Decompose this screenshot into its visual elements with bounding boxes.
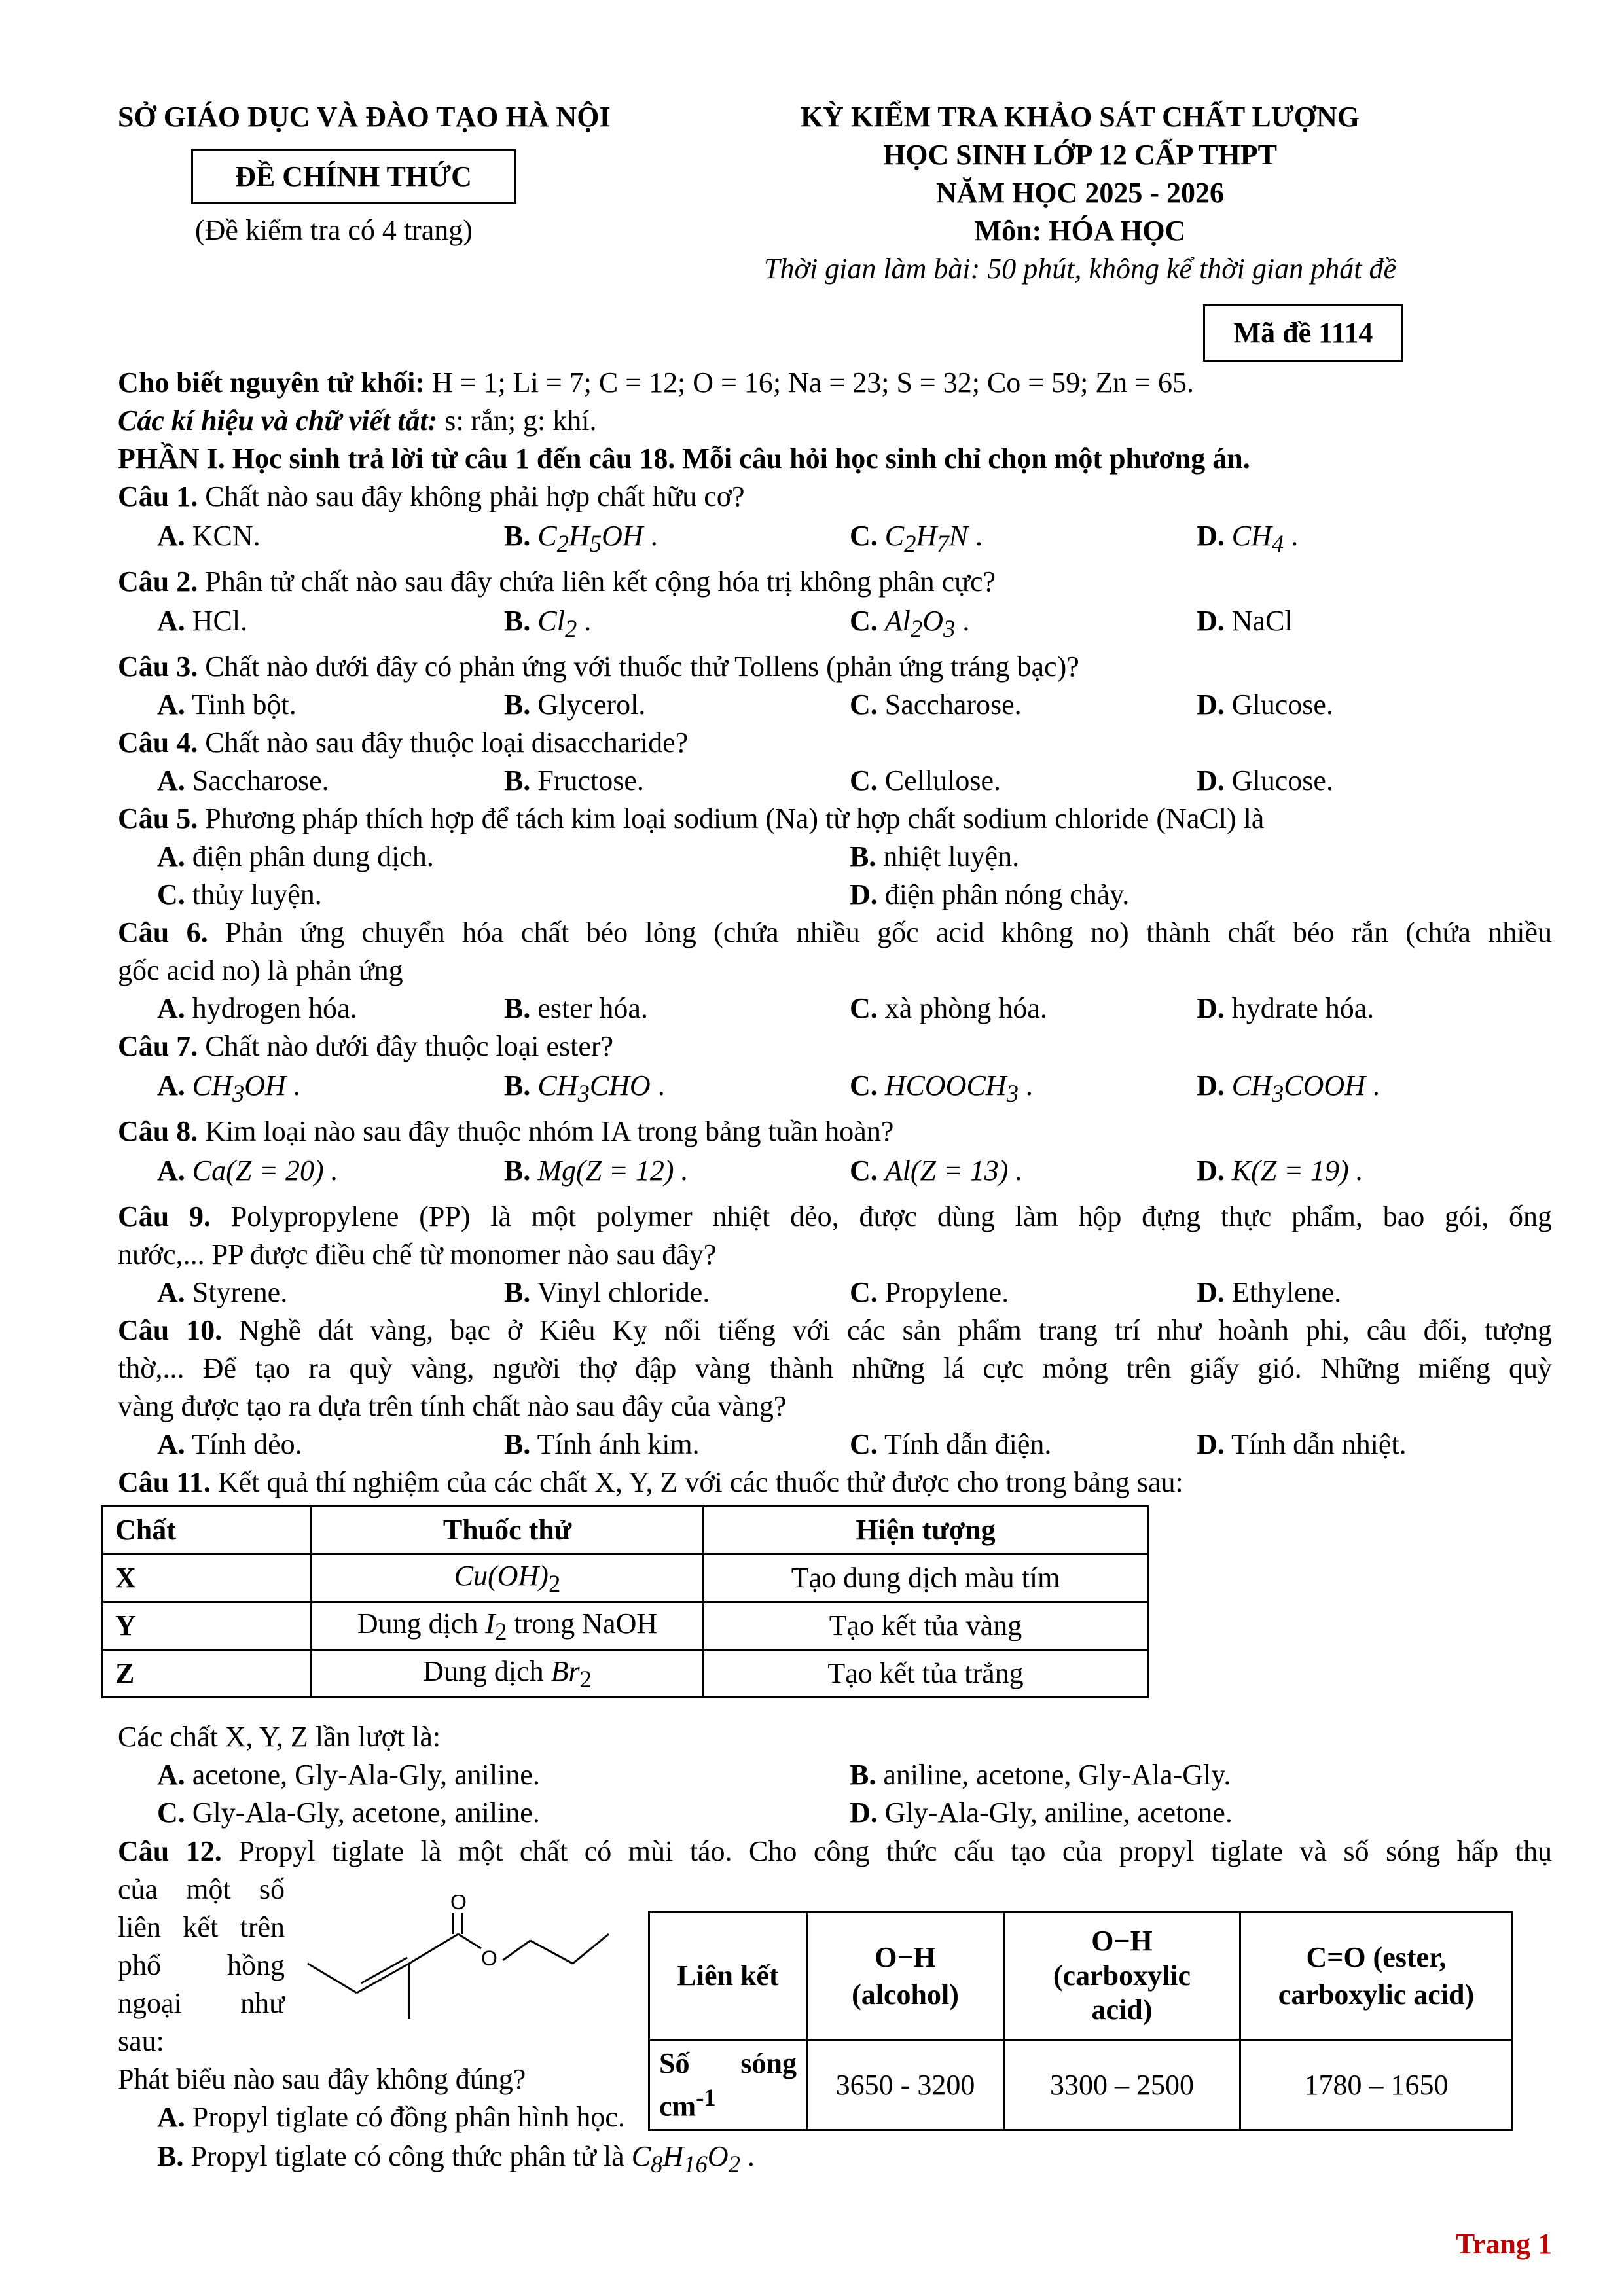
exam-title-2: HỌC SINH LỚP 12 CẤP THPT [883,139,1277,171]
q5-option-a[interactable]: A. điện phân dung dịch. [157,840,434,872]
q11-row-z-reagent: Dung dịch $Br_2$ [312,1650,704,1698]
q5-option-b[interactable]: B. nhiệt luyện. [850,840,1020,872]
q9-option-b[interactable]: B. Vinyl chloride. [504,1276,710,1308]
q11-option-c[interactable]: C. Gly-Ala-Gly, acetone, aniline. [157,1797,540,1829]
q1-option-b[interactable]: B. $C_2H_5OH$ . [504,520,658,557]
pages-note: (Đề kiểm tra có 4 trang) [195,214,473,246]
question-2: Câu 2. Phân tử chất nào sau đây chứa liên kết cộng hóa trị không phân cực? [118,565,996,598]
atomic-masses: Cho biết nguyên tử khối: H = 1; Li = 7; C = 12; O = 16; Na = 23; S = 32; Co = 59; Zn = 65. [118,367,1195,399]
q11-header-substance: Chất [103,1507,312,1554]
time-note: Thời gian làm bài: 50 phút, không kể thời gian phát đề [763,253,1396,285]
q8-option-a[interactable]: A. Ca(Z = 20) . [157,1155,338,1187]
question-1: Câu 1. Chất nào sau đây không phải hợp chất hữu cơ? [118,480,745,512]
q4-option-b[interactable]: B. Fructose. [504,764,644,797]
q9-option-c[interactable]: C. Propylene. [850,1276,1009,1308]
q11-option-a[interactable]: A. acetone, Gly-Ala-Gly, aniline. [157,1759,540,1791]
q3-option-b[interactable]: B. Glycerol. [504,689,646,721]
question-3: Câu 3. Chất nào dưới đây có phản ứng với thuốc thử Tollens (phản ứng tráng bạc)? [118,651,1079,683]
q12-side-4: ngoại như [118,1987,285,2019]
q12-header-co: C=O (ester, carboxylic acid) [1240,1912,1513,2040]
exam-title-3: NĂM HỌC 2025 - 2026 [936,177,1224,209]
question-7: Câu 7. Chất nào dưới đây thuộc loại ester? [118,1030,614,1062]
q1-option-d[interactable]: D. $CH_4$ . [1197,520,1299,557]
abbreviations: Các kí hiệu và chữ viết tắt: s: rắn; g: khí. [118,404,597,437]
q12-value-oh-alcohol: 3650 - 3200 [807,2040,1004,2130]
q11-header-reagent: Thuốc thử [312,1507,704,1554]
q11-row-x-substance: X [103,1554,312,1602]
question-12: Câu 12. Propyl tiglate là một chất có mùi táo. Cho công thức cấu tạo của propyl tiglate và số sóng hấp thụ [118,1835,1552,1867]
q8-option-c[interactable]: C. Al(Z = 13) . [850,1155,1023,1187]
department-title: SỞ GIÁO DỤC VÀ ĐÀO TẠO HÀ NỘI [118,101,611,133]
q12-header-oh-alcohol: O−H (alcohol) [807,1912,1004,2040]
exam-code-box: Mã đề 1114 [1203,304,1403,362]
q3-option-a[interactable]: A. Tinh bột. [157,689,297,721]
q9-option-d[interactable]: D. Ethylene. [1197,1276,1342,1308]
question-8: Câu 8. Kim loại nào sau đây thuộc nhóm IA trong bảng tuần hoàn? [118,1115,894,1147]
q11-row-x-reagent: $Cu(OH)_2$ [312,1554,704,1602]
oxygen-label-ester: O [481,1946,497,1970]
q6-option-b[interactable]: B. ester hóa. [504,992,648,1024]
question-9: Câu 9. Polypropylene (PP) là một polymer nhiệt dẻo, được dùng làm hộp đựng thực phẩm, bao gói, ống [118,1200,1552,1232]
question-10: Câu 10. Nghề dát vàng, bạc ở Kiêu Kỵ nổi tiếng với các sản phẩm trang trí như hoành phi, câu đối, tượng [118,1314,1553,1346]
q7-option-b[interactable]: B. $CH_3CHO$ . [504,1069,665,1107]
q12-ir-table [648,1911,1513,2131]
q7-option-d[interactable]: D. $CH_3COOH$ . [1197,1069,1380,1107]
propyl-tiglate-structure [295,1895,622,2045]
q11-table [101,1505,1149,1698]
question-4: Câu 4. Chất nào sau đây thuộc loại disaccharide? [118,726,689,759]
question-5: Câu 5. Phương pháp thích hợp để tách kim loại sodium (Na) từ hợp chất sodium chloride (NaCl) là [118,802,1265,834]
q4-option-c[interactable]: C. Cellulose. [850,764,1001,797]
q11-header-phenomenon: Hiện tượng [704,1507,1148,1554]
q12-question: Phát biểu nào sau đây không đúng? [118,2063,526,2095]
page-number: Trang 1 [1455,2228,1552,2260]
q12-side-5: sau: [118,2025,164,2057]
question-9-cont: nước,... PP được điều chế từ monomer nào sau đây? [118,1238,717,1270]
q11-row-z-substance: Z [103,1650,312,1698]
q1-option-c[interactable]: C. $C_2H_7N$ . [850,520,983,557]
question-10-cont-2: vàng được tạo ra dựa trên tính chất nào sau đây của vàng? [118,1390,787,1422]
q2-option-b[interactable]: B. $Cl_2$ . [504,605,592,642]
q8-option-b[interactable]: B. Mg(Z = 12) . [504,1155,689,1187]
q3-option-c[interactable]: C. Saccharose. [850,689,1022,721]
exam-title-1: KỲ KIỂM TRA KHẢO SÁT CHẤT LƯỢNG [800,101,1360,133]
q2-option-c[interactable]: C. $Al_2O_3$ . [850,605,970,642]
q2-option-d[interactable]: D. NaCl [1197,605,1293,637]
q5-option-c[interactable]: C. thủy luyện. [157,878,322,910]
q11-row-z-phenomenon: Tạo kết tủa trắng [704,1650,1148,1698]
q2-option-a[interactable]: A. HCl. [157,605,248,637]
q11-row-y-reagent: Dung dịch $I_2$ trong NaOH [312,1602,704,1650]
q12-header-oh-acid: O−H (carboxylic acid) [1004,1912,1240,2040]
q12-value-co: 1780 – 1650 [1240,2040,1513,2130]
q4-option-d[interactable]: D. Glucose. [1197,764,1333,797]
q10-option-a[interactable]: A. Tính dẻo. [157,1428,302,1460]
q12-header-bond: Liên kết [649,1912,807,2040]
question-11: Câu 11. Kết quả thí nghiệm của các chất X, Y, Z với các thuốc thử được cho trong bảng sau: [118,1466,1183,1498]
q12-value-oh-acid: 3300 – 2500 [1004,2040,1240,2130]
q11-row-y-substance: Y [103,1602,312,1650]
q12-side-1: của một số [118,1873,285,1905]
q1-option-a[interactable]: A. KCN. [157,520,261,552]
q10-option-c[interactable]: C. Tính dẫn điện. [850,1428,1052,1460]
official-badge: ĐỀ CHÍNH THỨC [191,149,516,204]
q12-option-b[interactable]: B. Propyl tiglate có công thức phân tử là $C_8H_{16}O_2$ . [157,2140,755,2178]
q11-row-x-phenomenon: Tạo dung dịch màu tím [704,1554,1148,1602]
q3-option-d[interactable]: D. Glucose. [1197,689,1333,721]
q8-option-d[interactable]: D. K(Z = 19) . [1197,1155,1363,1187]
subject: Môn: HÓA HỌC [974,215,1186,247]
question-6: Câu 6. Phản ứng chuyển hóa chất béo lỏng (chứa nhiều gốc acid không no) thành chất béo rắn (chứa nhiều [118,916,1553,948]
question-6-cont: gốc acid no) là phản ứng [118,954,403,986]
q12-side-2: liên kết trên [118,1911,285,1943]
q11-row-y-phenomenon: Tạo kết tủa vàng [704,1602,1148,1650]
q7-option-c[interactable]: C. $HCOOCH_3$ . [850,1069,1033,1107]
q11-option-b[interactable]: B. aniline, acetone, Gly-Ala-Gly. [850,1759,1231,1791]
q7-option-a[interactable]: A. $CH_3OH$ . [157,1069,300,1107]
q12-row-wavenumber-label: Số sóng $cm^{-1}$ [649,2040,807,2130]
q4-option-a[interactable]: A. Saccharose. [157,764,329,797]
oxygen-label-carbonyl: O [450,1895,467,1914]
q10-option-b[interactable]: B. Tính ánh kim. [504,1428,700,1460]
q12-side-3: phổ hồng [118,1949,285,1981]
q10-option-d[interactable]: D. Tính dẫn nhiệt. [1197,1428,1407,1460]
q11-option-d[interactable]: D. Gly-Ala-Gly, aniline, acetone. [850,1797,1233,1829]
q6-option-d[interactable]: D. hydrate hóa. [1197,992,1375,1024]
part1-heading: PHẦN I. Học sinh trả lời từ câu 1 đến câu 18. Mỗi câu hỏi học sinh chỉ chọn một phương án. [118,442,1250,475]
q9-option-a[interactable]: A. Styrene. [157,1276,288,1308]
q6-option-c[interactable]: C. xà phòng hóa. [850,992,1047,1024]
q11-followup: Các chất X, Y, Z lần lượt là: [118,1721,441,1753]
q12-option-a[interactable]: A. Propyl tiglate có đồng phân hình học. [157,2101,625,2133]
question-10-cont-1: thờ,... Để tạo ra quỳ vàng, người thợ đập vàng thành những lá cực mỏng trên giấy gió. Những miếng quỳ [118,1352,1552,1384]
q6-option-a[interactable]: A. hydrogen hóa. [157,992,357,1024]
q5-option-d[interactable]: D. điện phân nóng chảy. [850,878,1130,910]
